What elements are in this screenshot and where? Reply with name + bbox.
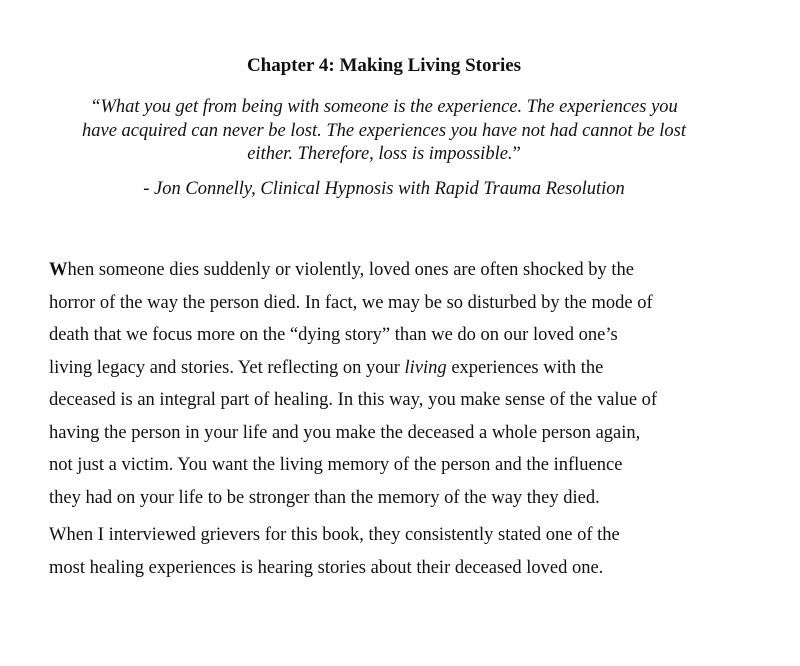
paragraph-1-line-3: death that we focus more on the “dying story” than we do on our loved one’s: [49, 325, 618, 345]
epigraph-line-3: [40, 143, 728, 167]
paragraph-1-line-4: [49, 352, 749, 385]
epigraph-line-3-text: either. Therefore, loss is impossible.: [247, 144, 513, 164]
paragraph-1-line-8: they had on your life to be stronger than the memory of the way they died.: [49, 487, 600, 508]
epigraph-line-1: “What you get from being with someone is the experience. The experiences you: [90, 97, 678, 117]
epigraph-line-2: have acquired can never be lost. The experiences you have not had cannot be lost: [82, 120, 686, 141]
paragraph-1-line-1: [49, 254, 749, 287]
paragraph-1-line-5: deceased is an integral part of healing. In this way, you make sense of the value of: [49, 390, 658, 410]
epigraph-closing-quote: ”: [512, 144, 521, 164]
epigraph-attribution: - Jon Connelly, Clinical Hypnosis with Rapid Trauma Resolution: [143, 179, 625, 199]
epigraph-quote: [40, 96, 728, 167]
paragraph-1-line-7: not just a victim. You want the living memory of the person and the influence: [49, 455, 623, 475]
paragraph-2-line-1: When I interviewed grievers for this book, they consistently stated one of the: [49, 525, 620, 545]
paragraph-1-line-2: horror of the way the person died. In fact, we may be so disturbed by the mode of: [49, 292, 653, 313]
paragraph-1-line-6: having the person in your life and you make the deceased a whole person again,: [49, 422, 641, 443]
paragraph-2: [49, 519, 749, 584]
paragraph-2-line-2: most healing experiences is hearing stories about their deceased loved one.: [49, 557, 604, 578]
body-text: [49, 254, 749, 584]
chapter-title: Chapter 4: Making Living Stories: [246, 55, 522, 76]
emphasized-word-living: living: [404, 357, 447, 378]
paragraph-1: [49, 254, 749, 514]
paragraph-1-line-1-rest: hen someone dies suddenly or violently, loved ones are often shocked by the: [67, 260, 635, 280]
drop-cap: W: [49, 260, 68, 280]
paragraph-1-line-4-before: living legacy and stories. Yet reflecting on your: [49, 357, 405, 378]
paragraph-1-line-4-after: experiences with the: [446, 357, 604, 378]
